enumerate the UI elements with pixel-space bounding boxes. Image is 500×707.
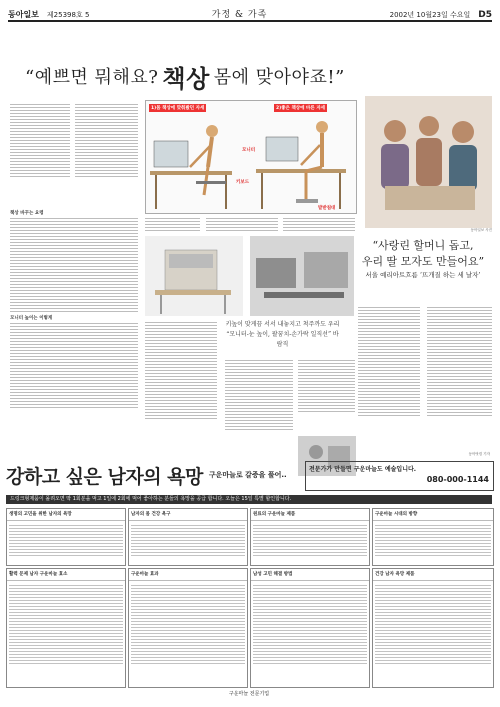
section-title: 가정 & 가족 (211, 10, 268, 20)
pull-line-2: “모니터-눈 높이, 팔꿈치-손가락 일직선” 바람직 (226, 331, 339, 348)
issue-date: 2002년 10월23일 수요일 (389, 11, 471, 19)
ad-box-4 (372, 508, 494, 566)
pull-line-1: 키높이 맞게끔 서서 내놓지고 척주까도 우리 (225, 321, 340, 328)
quote-line-3: 서울 예리아트흐름 ‘뜨개질 하는 세 날자’ (365, 271, 481, 279)
ad-box-4-title: 구운마늘 시대의 방향 (373, 509, 493, 521)
article-col-3b (206, 216, 278, 232)
headline-part-2: 몸에 맞아야죠!” (213, 67, 345, 88)
ad-phone: 080-000-1144 (426, 475, 489, 484)
diagram-note-footrest: 발받침대 (318, 206, 336, 211)
article-byline: 동아닷컴 기자 (468, 452, 490, 456)
ad-box-3-title: 원료의 구운마늘 제품 (251, 509, 369, 521)
diagram-note-keyboard: 키보드 (236, 180, 250, 185)
article-col-1b (75, 102, 138, 202)
article-col-4c (298, 358, 355, 433)
ad-box-1-title: 생명의 고민을 위한 남자의 욕망 (7, 509, 125, 521)
article-col-3a (145, 216, 200, 232)
diagram-note-monitor: 모니터 (242, 148, 256, 153)
desk-shape-right (256, 169, 346, 173)
newspaper-logo: 동아일보 (8, 10, 39, 19)
posture-illustration (146, 101, 356, 213)
page-header (8, 6, 492, 22)
text-block (10, 218, 138, 312)
ad-box-2-title: 남자의 몸 건강 욕구 (129, 509, 247, 521)
knitting-figures (365, 96, 492, 228)
article-col-2 (10, 207, 138, 457)
mannequin-head-left (206, 125, 218, 137)
pull-quote (225, 320, 340, 352)
ad-subtitle: 구운마늘로 갈증을 풀어.. (208, 470, 287, 479)
posture-diagram (145, 100, 357, 214)
mannequin-head-right (316, 121, 328, 133)
ad-title: 강하고 싶은 남자의 욕망 (6, 465, 203, 488)
chair-product-photo (250, 236, 354, 316)
quote-line-1: “사랑린 할머니 돕고, (372, 239, 474, 252)
ad-box-1 (6, 508, 126, 566)
side-col-2 (427, 305, 492, 455)
ad-box-5 (6, 568, 126, 688)
monitor-shape-left (154, 141, 188, 167)
subhead-2: 모니터 높이는 이렇게 (10, 316, 53, 321)
chair-product-image (250, 236, 354, 316)
ad-footer: 구운마늘 전문기업 (228, 691, 270, 697)
photo-credit: 동아일보 사진 (470, 228, 492, 232)
monitor-shape-right (266, 137, 298, 161)
desk-product-image (145, 236, 243, 316)
headline-accent: 책상 (162, 63, 210, 93)
ad-box-7-title: 남성 고민 해결 방법 (251, 569, 369, 581)
main-headline (25, 58, 355, 94)
text-block-2 (10, 323, 138, 408)
article-col-3c (283, 216, 355, 232)
desk-shape-left (150, 171, 232, 175)
footrest-shape (296, 199, 318, 203)
diagram-label-a: 1)몸 책상에 맞춰봤던 자세 (151, 106, 205, 111)
ad-box-7 (250, 568, 370, 688)
ad-box-6-title: 구운마늘 효과 (129, 569, 247, 581)
ad-box-8-title: 건강 남자 욕망 제품 (373, 569, 493, 581)
knitting-photo (365, 96, 492, 228)
ad-box-6 (128, 568, 248, 688)
side-feature-title (358, 238, 488, 298)
page-number: D5 (478, 10, 492, 20)
subhead-1: 책상 바꾸는 요령 (10, 211, 44, 216)
diagram-label-b: 2)좋은 책상에 바른 자세 (276, 106, 326, 111)
ad-box-3 (250, 508, 370, 566)
issue-number: 제25398호 5 (46, 11, 90, 19)
article-col-4a (145, 320, 217, 455)
ad-band: 드링크형제품이 몰려오면 딱 1회분을 먹고 1일에 2회에 먹어 좋아하는 분들의 욕망을 공급 합니다. 오늘은 15일 특별 할인합니다. (6, 495, 492, 504)
ad-box-2 (128, 508, 248, 566)
ad-box-5-title: 활력 문제 남자 구운마늘 효소 (7, 569, 125, 581)
quote-line-2: 우리 딸 모자도 만들어요” (361, 255, 485, 268)
article-col-1a (10, 102, 70, 202)
article-col-4b (225, 358, 293, 455)
desk-product-photo (145, 236, 243, 316)
ad-tagline: 전문가가 만들면 구운마늘도 예술입니다. (309, 466, 417, 473)
side-col-1 (358, 305, 420, 455)
headline-part-1: “예쁘면 뭐해요? (25, 67, 159, 88)
ad-box-8 (372, 568, 494, 688)
ad-top-right (305, 461, 494, 491)
ad-title-block (6, 463, 304, 487)
